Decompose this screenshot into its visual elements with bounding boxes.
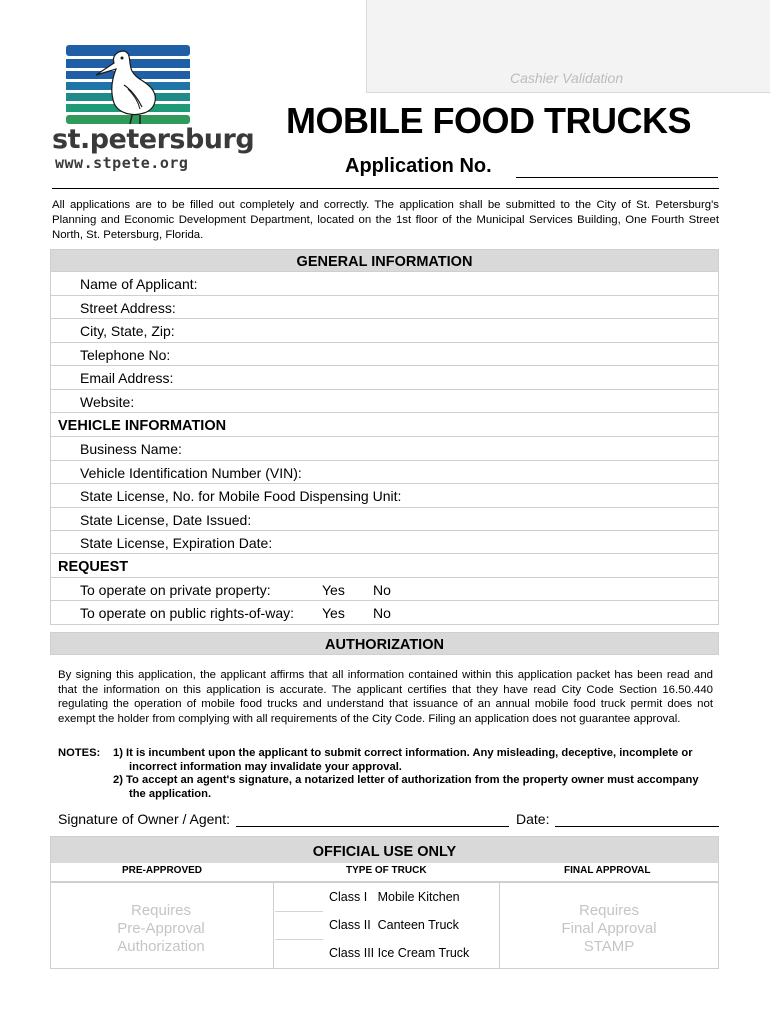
no-option[interactable]: No (373, 605, 391, 621)
email-address-field[interactable] (50, 366, 719, 390)
authorization-paragraph: By signing this application, the applicant affirms that all information contained within this application packet has been read and that the information on this application is accurate. The applicant certifies that they have read City Code Section 16.50.440 regulating the operation of mobile food trucks and understand that issuance of an annual mobile food truck permit does not exempt the holder from complying with all requirements of the City Code. Filing an application does not guarantee approval. (58, 669, 713, 725)
official-use-box (50, 836, 719, 969)
vehicle-information-heading: VEHICLE INFORMATION (50, 413, 719, 437)
pelican-logo-icon (66, 45, 190, 124)
field-label: Business Name: (80, 441, 182, 457)
type-of-truck-column-header: TYPE OF TRUCK (346, 865, 427, 876)
signature-field[interactable] (236, 826, 509, 827)
name-of-applicant-field[interactable] (50, 272, 719, 296)
field-label: Email Address: (80, 370, 174, 386)
authorization-heading: AUTHORIZATION (50, 632, 719, 655)
field-label: Website: (80, 394, 135, 410)
official-use-heading: OFFICIAL USE ONLY (51, 837, 718, 863)
logo-name: st.petersburg (52, 124, 255, 155)
request-heading: REQUEST (50, 554, 719, 578)
intro-paragraph: All applications are to be filled out completely and correctly. The application shall be submitted to the City of St. Petersburg's Planning and Economic Development Department, located on the 1st floor of the Municipal Services Building, One Fourth Street North, St. Petersburg, Florida. (52, 199, 719, 241)
truck-type-class-2[interactable]: Class II Canteen Truck (329, 918, 459, 932)
page-title: MOBILE FOOD TRUCKS (286, 100, 691, 141)
note-1 (113, 747, 717, 774)
divider (273, 883, 274, 968)
vin-field[interactable] (50, 461, 719, 484)
truck-type-class-3[interactable]: Class III Ice Cream Truck (329, 946, 470, 960)
logo-url: www.stpete.org (55, 154, 189, 172)
date-label: Date: (516, 811, 550, 827)
note-2-line-a: 2) To accept an agent's signature, a notarized letter of authorization from the property owner must accompany (113, 774, 699, 786)
notes-label: NOTES: (58, 747, 101, 759)
divider (275, 911, 323, 912)
application-no-field[interactable] (516, 177, 718, 178)
field-label: State License, Expiration Date: (80, 535, 273, 551)
general-information-heading: GENERAL INFORMATION (50, 249, 719, 272)
telephone-field[interactable] (50, 343, 719, 366)
field-label: To operate on private property: (80, 582, 271, 598)
field-label: State License, Date Issued: (80, 512, 252, 528)
field-label: To operate on public rights-of-way: (80, 605, 294, 621)
divider (52, 188, 719, 189)
field-label: Telephone No: (80, 347, 171, 363)
field-label: Street Address: (80, 300, 176, 316)
note-1-line-a: 1) It is incumbent upon the applicant to submit correct information. Any misleading, deceptive, incomplete or (113, 747, 693, 759)
note-2 (113, 774, 717, 801)
yes-option[interactable]: Yes (322, 582, 345, 598)
divider (275, 939, 323, 940)
yes-option[interactable]: Yes (322, 605, 345, 621)
license-date-issued-field[interactable] (50, 508, 719, 531)
date-field[interactable] (555, 826, 719, 827)
state-license-number-field[interactable] (50, 484, 719, 508)
city-state-zip-field[interactable] (50, 319, 719, 343)
divider (499, 883, 500, 968)
final-approval-column-header: FINAL APPROVAL (564, 865, 651, 876)
truck-type-class-1[interactable]: Class I Mobile Kitchen (329, 890, 460, 904)
no-option[interactable]: No (373, 582, 391, 598)
note-2-line-b: the application. (129, 787, 212, 800)
pre-approved-column-header: PRE-APPROVED (122, 865, 203, 876)
signature-label: Signature of Owner / Agent: (58, 811, 230, 827)
final-approval-placeholder: Requires Final Approval STAMP (561, 902, 657, 955)
business-name-field[interactable] (50, 437, 719, 461)
street-address-field[interactable] (50, 296, 719, 319)
field-label: City, State, Zip: (80, 323, 175, 339)
pre-approval-placeholder: Requires Pre-Approval Authorization (117, 902, 205, 955)
field-label: Name of Applicant: (80, 276, 198, 292)
request-private-property-row (50, 578, 719, 601)
request-public-rights-of-way-row (50, 601, 719, 625)
application-no-label: Application No. (345, 155, 492, 177)
divider (51, 881, 718, 883)
note-1-line-b: incorrect information may invalidate your approval. (129, 760, 402, 773)
website-field[interactable] (50, 390, 719, 413)
field-label: State License, No. for Mobile Food Dispensing Unit: (80, 488, 402, 504)
license-expiration-field[interactable] (50, 531, 719, 554)
cashier-validation-label: Cashier Validation (510, 70, 624, 86)
cashier-validation-box (366, 0, 770, 93)
field-label: Vehicle Identification Number (VIN): (80, 465, 302, 481)
